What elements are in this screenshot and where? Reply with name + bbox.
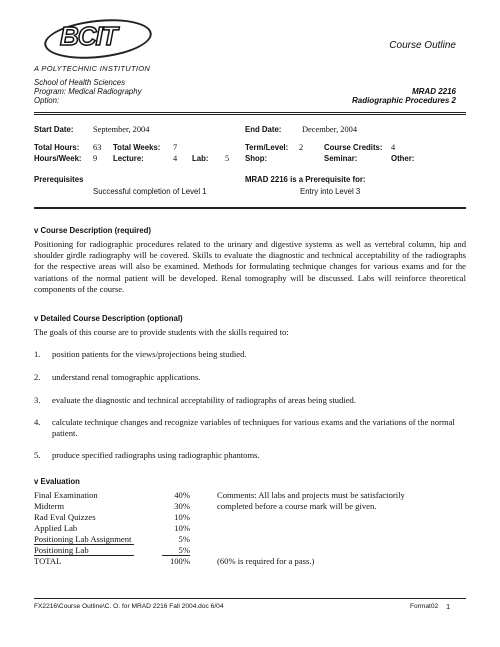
prereq-value: Successful completion of Level 1 (93, 187, 207, 196)
eval-item-label: Applied Lab (34, 523, 78, 533)
eval-item-value: 5% (178, 534, 190, 544)
eval-item-label: Final Examination (34, 490, 98, 500)
total-weeks-value: 7 (173, 143, 178, 152)
shop-label: Shop: (245, 154, 268, 163)
eval-total-value: 100% (169, 556, 190, 566)
start-label: Start Date: (34, 125, 74, 134)
goal-text: understand renal tomographic applications. (52, 372, 201, 382)
lecture-label: Lecture: (113, 154, 144, 163)
other-label: Other: (391, 154, 415, 163)
start-value: September, 2004 (93, 125, 150, 134)
program: Program: Medical Radiography (34, 87, 142, 96)
eval-item-value: 30% (174, 501, 190, 511)
credits-value: 4 (391, 143, 396, 152)
goal-number: 5. (34, 450, 41, 460)
goal-number: 3. (34, 395, 41, 405)
end-value: December, 2004 (302, 125, 358, 134)
footer-path: FX2216\Course Outline\C. O. for MRAD 2216 Fall 2004.doc 6/04 (34, 603, 224, 610)
header-rule (34, 112, 466, 115)
lab-label: Lab: (192, 154, 209, 163)
info-rule (34, 207, 466, 209)
end-label: End Date: (245, 125, 282, 134)
goal-text: calculate technique changes and recognize variables of techniques for various exams and the variations of the normal patient. (52, 417, 455, 439)
term-label: Term/Level: (245, 143, 289, 152)
eval-item-label: Midterm (34, 501, 65, 511)
doc-type: Course Outline (389, 40, 456, 51)
credits-label: Course Credits: (324, 143, 383, 152)
eval-item-label: Positioning Lab (34, 545, 89, 555)
goal-text: position patients for the views/projections being studied. (52, 349, 247, 359)
goal-number: 2. (34, 372, 41, 382)
course-title: Radiographic Procedures 2 (351, 96, 456, 105)
detailed-intro: The goals of this course are to provide students with the skills required to: (34, 327, 289, 337)
prereq-for-label: MRAD 2216 is a Prerequisite for: (245, 175, 366, 184)
lab-value: 5 (225, 154, 230, 163)
prereq-for-value: Entry into Level 3 (300, 187, 361, 196)
eval-item-label: Rad Eval Quizzes (34, 512, 96, 522)
goal-number: 1. (34, 349, 41, 359)
school: School of Health Sciences (34, 78, 126, 87)
detailed-heading: v Detailed Course Description (optional) (34, 314, 183, 323)
description-text: Positioning for radiographic procedures related to the urinary and digestive systems as well as vertebral column, hip and shoulder girdle radiography will be covered. Skills to evaluate the diagnostic and technical acceptability of the radiographs for the respective areas will also be examined. Methods for formulating technique changes for various exams and for the variations of the normal patient will be developed. Renal tomography will be discussed. Labs will reinforce theoretical components of the course. (34, 239, 466, 294)
hours-week-value: 9 (93, 154, 98, 163)
eval-item-value: 5% (178, 545, 190, 555)
total-weeks-label: Total Weeks: (113, 143, 161, 152)
option: Option: (34, 96, 60, 105)
evaluation-heading: v Evaluation (34, 477, 80, 486)
prereq-label: Prerequisites (34, 175, 84, 184)
tagline: A POLYTECHNIC INSTITUTION (34, 64, 151, 73)
lecture-value: 4 (173, 154, 178, 163)
pass-note: (60% is required for a pass.) (217, 556, 315, 566)
goal-text: produce specified radiographs using radiographic phantoms. (52, 450, 260, 460)
seminar-label: Seminar: (324, 154, 358, 163)
hours-week-label: Hours/Week: (34, 154, 82, 163)
term-value: 2 (299, 143, 304, 152)
total-hours-label: Total Hours: (34, 143, 80, 152)
page-number: 1 (446, 602, 451, 611)
evaluation-comments: Comments: All labs and projects must be satisfactorily completed before a course mark will be given. (217, 490, 405, 511)
goal-text: evaluate the diagnostic and technical acceptability of radiographs of areas being studied. (52, 395, 357, 405)
footer-rule (34, 598, 466, 599)
description-heading: v Course Description (required) (34, 226, 151, 235)
goal-number: 4. (34, 417, 41, 427)
eval-item-value: 10% (174, 523, 190, 533)
eval-item-value: 10% (174, 512, 190, 522)
eval-item-value: 40% (174, 490, 190, 500)
eval-total-label: TOTAL (34, 556, 62, 566)
course-code: MRAD 2216 (411, 87, 456, 96)
eval-item-label: Positioning Lab Assignment (34, 534, 132, 544)
footer-format: Format02 (410, 603, 439, 610)
bcit-logo: BCIT (60, 21, 117, 51)
total-hours-value: 63 (93, 143, 102, 152)
